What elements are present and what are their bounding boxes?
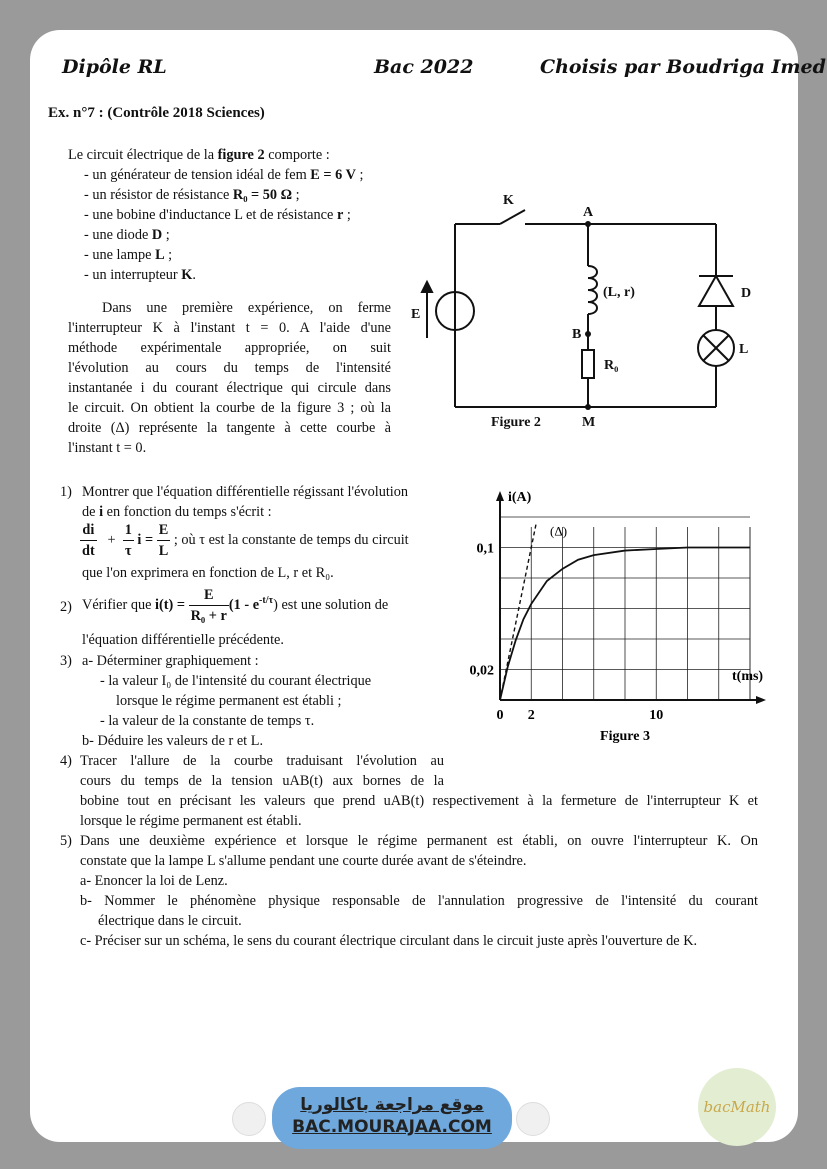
component-list-item: - une lampe L ; [84, 247, 173, 263]
component-list-item: - un résistor de résistance R₀ = 50 Ω ; [84, 187, 300, 203]
q2-num: 2) [60, 599, 72, 615]
figure2-caption: Figure 2 [491, 415, 541, 430]
footer-banner[interactable] [272, 1087, 512, 1149]
header-right: Choisis par Boudriga Imed [540, 56, 826, 78]
inductor-coil [588, 266, 597, 314]
site-logo-icon [232, 1102, 266, 1136]
q5-c: c- Préciser sur un schéma, le sens du courant électrique circulant dans le circuit juste après l'ouverture de K. [80, 933, 698, 949]
x-axis-label: t(ms) [732, 669, 764, 684]
x-axis-arrow [756, 696, 766, 704]
exp-line: l'interrupteur K à l'instant t = 0. A l'aide d'une [68, 320, 391, 336]
exp-line: droite (Δ) représente la tangente à cette courbe à [68, 420, 391, 436]
q1-line4: que l'on exprimera en fonction de L, r et R₀. [82, 565, 334, 581]
q5-l2: constate que la lampe L s'allume pendant une courte durée avant de s'éteindre. [80, 853, 527, 869]
q4-num: 4) [60, 753, 72, 769]
label-e: E [411, 307, 421, 322]
x-tick-label: 0 [496, 708, 504, 723]
q1-text [82, 482, 444, 522]
label-d: D [741, 286, 752, 301]
label-k: K [503, 193, 514, 208]
intro-block: Le circuit électrique de la figure 2 comporte : - un générateur de tension idéal de fem E = 6 V ; - un résistor de résistance R₀ = 50 Ω ; - une bobine d'inductance L et de résistance r ; - une diode D ; - une lampe L ; - un interrupteur K. [68, 145, 428, 285]
q5-b1: b- Nommer le phénomène physique responsable de l'annulation progressive de l'intensité du courant [80, 893, 758, 909]
bacmath-badge: bacMath [698, 1068, 776, 1146]
experiment-paragraph [68, 298, 391, 458]
label-r0: R₀ [604, 358, 619, 373]
q4-l4: lorsque le régime permanent est établi. [80, 813, 302, 829]
exp-line: l'évolution au cours du temps de l'intensité [68, 360, 391, 376]
y-axis-arrow [496, 491, 504, 501]
switch-blade [500, 210, 525, 224]
x-tick-label: 10 [649, 708, 664, 723]
label-l: L [739, 342, 749, 357]
current-chart [455, 485, 765, 777]
exp-line: méthode expérimentale appropriée, on suit [68, 340, 391, 356]
footer-url[interactable]: BAC.MOURAJAA.COM [292, 1117, 492, 1137]
q5-a: a- Enoncer la loi de Lenz. [80, 873, 228, 889]
q5-num: 5) [60, 833, 72, 849]
q3-a1: - la valeur I₀ de l'intensité du courant électrique [100, 673, 372, 689]
q5-l1: Dans une deuxième expérience et lorsque le régime permanent est établi, on ouvre l'interrupteur K. On [80, 833, 758, 849]
q3-a1b: lorsque le régime permanent est établi ; [116, 693, 342, 709]
node-b [585, 331, 591, 337]
circuit-diagram [405, 188, 752, 438]
label-b: B [572, 327, 582, 342]
label-m: M [582, 415, 596, 430]
q3-a: a- Déterminer graphiquement : [82, 653, 259, 669]
q3-num: 3) [60, 653, 72, 669]
y-tick-label: 0,02 [469, 663, 494, 679]
q1-line2: de i en fonction du temps s'écrit : [82, 504, 272, 520]
exp-line: instantanée i du courant électrique qui circule dans [68, 380, 391, 396]
resistor-r0 [582, 350, 594, 378]
diode-d [699, 276, 733, 306]
q1-num: 1) [60, 484, 72, 500]
header-left: Dipôle RL [62, 56, 167, 78]
footer-arabic: موقع مراجعة باكالوريا [300, 1095, 484, 1115]
q4-l1: Tracer l'allure de la courbe traduisant l'évolution au [80, 753, 444, 769]
q4-l2: cours du temps de la tension uAB(t) aux bornes de la [80, 773, 444, 789]
q1-equation: $\frac{di}{dt}$ + $\frac{1}{\tau}$ i = $\frac{E}{L}$ ; où τ est la constante de temps du circuit [82, 522, 409, 559]
y-tick-label: 0,1 [476, 541, 494, 557]
q2-equation: Vérifier que i(t) = $\frac{E}{\text{R₀ + r}}$ $(1 - e^{-t/\tau})$ est une solution de [82, 587, 389, 624]
figure3-caption: Figure 3 [600, 729, 650, 744]
exp-line: Dans une première expérience, on ferme [102, 300, 391, 316]
component-list-item: - une diode D ; [84, 227, 170, 243]
q2-line2: l'équation différentielle précédente. [82, 632, 284, 648]
component-list-item: - un générateur de tension idéal de fem E = 6 V ; [84, 167, 364, 183]
tangent-label: (Δ) [550, 523, 568, 539]
q5-b2: électrique dans le circuit. [98, 913, 242, 929]
component-list-item: - un interrupteur K. [84, 267, 196, 283]
q3-a2: - la valeur de la constante de temps τ. [100, 713, 315, 729]
x-tick-label: 2 [527, 708, 535, 723]
exp-line: le circuit. On obtient la courbe de la figure 3 ; où la [68, 400, 391, 416]
node-m [585, 404, 591, 410]
exercise-title: Ex. n°7 : (Contrôle 2018 Sciences) [48, 105, 265, 121]
header-center: Bac 2022 [374, 56, 474, 78]
q4-l3: bobine tout en précisant les valeurs que prend uAB(t) respectivement à la fermeture de l'interrupteur K et [80, 793, 758, 809]
y-axis-label: i(A) [508, 490, 532, 505]
component-list-item: - une bobine d'inductance L et de résistance r ; [84, 207, 351, 223]
q1-line1: Montrer que l'équation différentielle régissant l'évolution [82, 484, 409, 500]
label-a: A [583, 205, 594, 220]
q3-b: b- Déduire les valeurs de r et L. [82, 733, 264, 749]
exp-line: l'instant t = 0. [68, 440, 147, 456]
label-lr: (L, r) [603, 285, 635, 300]
site-logo-icon [516, 1102, 550, 1136]
node-a [585, 221, 591, 227]
